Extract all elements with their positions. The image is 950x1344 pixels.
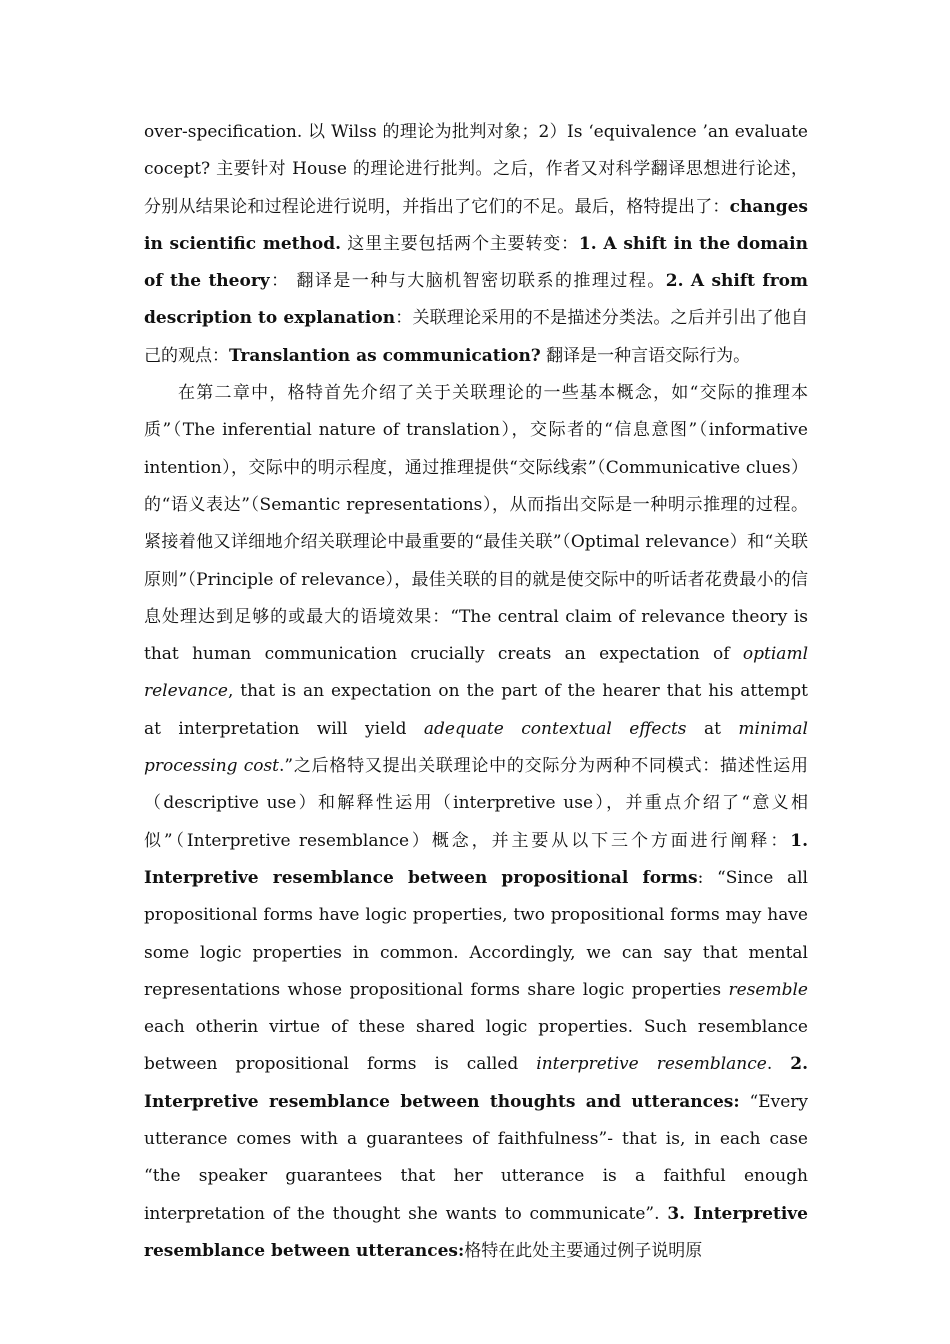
paragraph-2 — [144, 375, 808, 1270]
bold-heading-scientific-method: changes in scientific method. — [144, 196, 808, 254]
paragraph-1 — [144, 114, 808, 375]
text-run: . — [766, 1054, 791, 1075]
text-run: at — [686, 718, 739, 739]
text-run: ： 翻译是一种与大脑机智密切联系的推理过程。 — [269, 271, 666, 292]
bold-resemblance-propositional: 1. Interpretive resemblance between propositional forms — [144, 830, 808, 888]
text-run: over-specification. 以 Wilss 的理论为批判对象；2）Is ‘equivalence ’an evaluate cocept? 主要针对 House 的理论进行批判。之后，作者又对科学翻译思想进行论述，分别从结果论和过程论进行说明，并指出了它们的不足。最后，格特提出了： — [144, 122, 808, 217]
italic-interpretive-resemblance: interpretive resemblance — [536, 1054, 767, 1075]
text-run: 在第二章中，格特首先介绍了关于关联理论的一些基本概念，如“交际的推理本质”（The inferential nature of translation），交际者的“信息意图”（informative intention），交际中的明示程度，通过推理提供“交际线索”（Communicative clues）的“语义表达”（Semantic representations），从而指出交际是一种明示推理的过程。紧接着他又详细地介绍关联理论中最重要的“最佳关联”（Optimal relevance）和“关联原则”（Principle of relevance），最佳关联的目的就是使交际中的听话者花费最小的信息处理达到足够的或最大的语境效果：“The central claim of relevance theory is that human communication crucially creats an expectation of — [144, 383, 808, 665]
bold-shift-domain: 1. A shift in the domain of the theory — [144, 233, 808, 292]
text-run: : “Since all propositional forms have logic properties, two propositional forms may have some logic properties in common. Accordingly, we can say that mental representations whose propositional forms share logic properties — [144, 867, 808, 1000]
bold-resemblance-thoughts: 2. Interpretive resemblance between thoughts and utterances: — [144, 1054, 809, 1112]
text-run: 格特在此处主要通过例子说明原 — [464, 1240, 703, 1261]
text-run: , that is an expectation on the part of the hearer that his attempt at interpretation will yield — [144, 681, 808, 739]
bold-shift-explanation: 2. A shift from description to explanation — [144, 271, 809, 329]
bold-resemblance-utterances: 3. Interpretive resemblance between utterances: — [144, 1203, 808, 1261]
italic-resemble: resemble — [728, 979, 808, 1000]
text-run: each otherin virtue of these shared logic properties. Such resemblance between propositional forms is called — [144, 1017, 808, 1075]
text-run: 翻译是一种言语交际行为。 — [540, 345, 751, 366]
italic-contextual-effects: adequate contextual effects — [423, 718, 687, 739]
text-run: .”之后格特又提出关联理论中的交际分为两种不同模式：描述性运用（descriptive use）和解释性运用（interpretive use），并重点介绍了“意义相似”（Interpretive resemblance）概念，并主要从以下三个方面进行阐释： — [144, 756, 808, 851]
italic-processing-cost: minimal processing cost — [144, 718, 808, 777]
bold-translation-communication: Translantion as communication? — [229, 345, 541, 366]
italic-optimal-relevance: optiaml relevance — [144, 644, 808, 702]
text-run: 这里主要包括两个主要转变： — [341, 233, 579, 254]
text-run: “Every utterance comes with a guarantees of faithfulness”- that is, in each case “the speaker guarantees that her utterance is a faithful enough interpretation of the thought she wants to communicate”. — [144, 1091, 808, 1224]
text-run: ：关联理论采用的不是描述分类法。之后并引出了他自己的观点： — [144, 308, 808, 366]
document-page — [144, 114, 808, 1270]
